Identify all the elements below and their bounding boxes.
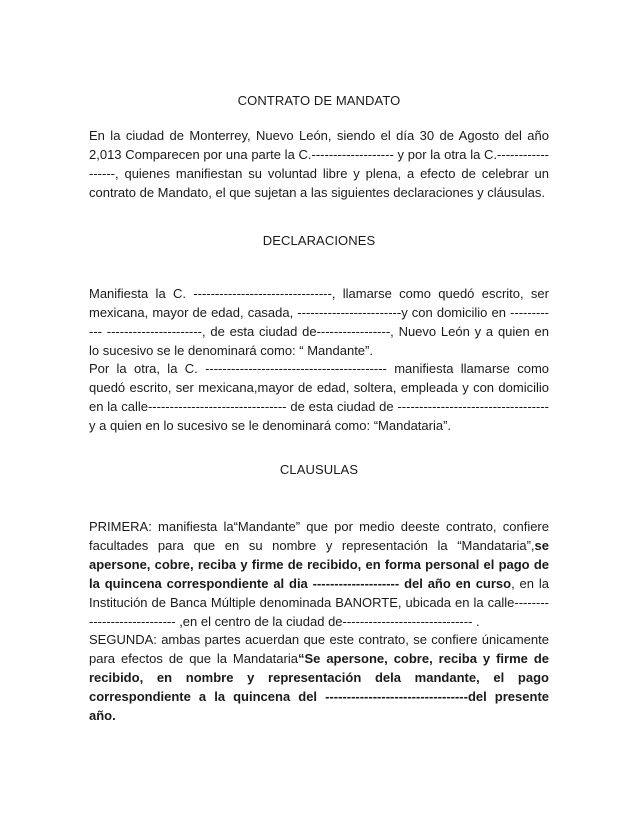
declaracion-1-paragraph: Manifiesta la C. --------------------------------, llamarse como quedó escrito, ser mexicana, mayor de edad, casada, ------------------------y con domicilio en ------------ ----------------------, de esta ciudad de-----------------, Nuevo León y a quien en lo sucesivo se le denominará como: “ Mandante”. (89, 286, 549, 358)
declaracion-2-paragraph: Por la otra, la C. ------------------------------------------ manifiesta llamarse como quedó escrito, ser mexicana,mayor de edad, soltera, empleada y con domicilio en la calle-------------------------------- de esta ciudad de ----------------------------------- y a quien en lo sucesivo se le denominará como: “Mandataria”. (89, 361, 549, 433)
document-title: CONTRATO DE MANDATO (237, 93, 401, 108)
intro-paragraph: En la ciudad de Monterrey, Nuevo León, siendo el día 30 de Agosto del año 2,013 Comparecen por una parte la C.------------------- y por la otra la C.------------------, quienes manifiestan su voluntad libre y plena, a efecto de celebrar un contrato de Mandato, el que sujetan a las siguientes declaraciones y cláusulas. (89, 128, 549, 200)
declaraciones-heading: DECLARACIONES (262, 233, 376, 248)
clausula-segunda-text: SEGUNDA: ambas partes acuerdan que este contrato, se confiere únicamente para efectos de que la Mandataria (89, 632, 549, 666)
clausula-primera-text-2: , en la Institución de Banca Múltiple denominada BANORTE, ubicada en la calle---------------------------- ,en el centro de la ciudad de------------------------------ . (89, 576, 549, 629)
clausula-primera-text-1: PRIMERA: manifiesta la“Mandante” que por medio deeste contrato, confiere facultades para que en su nombre y representación la “Mandataria”, (89, 519, 549, 553)
clausula-primera-paragraph (89, 517, 549, 631)
clausula-segunda-bold: “Se apersone, cobre, reciba y firme de recibido, en nombre y representación dela mandante, el pago correspondiente a la quincena del ---------------------------------del presente año. (89, 651, 549, 723)
clausulas-heading: CLAUSULAS (279, 462, 359, 477)
clausula-primera-bold: se apersone, cobre, reciba y firme de recibido, en forma personal el pago de la quincena correspondiente al dia -------------------- del año en curso (89, 538, 549, 591)
clausula-segunda-paragraph (89, 630, 549, 725)
